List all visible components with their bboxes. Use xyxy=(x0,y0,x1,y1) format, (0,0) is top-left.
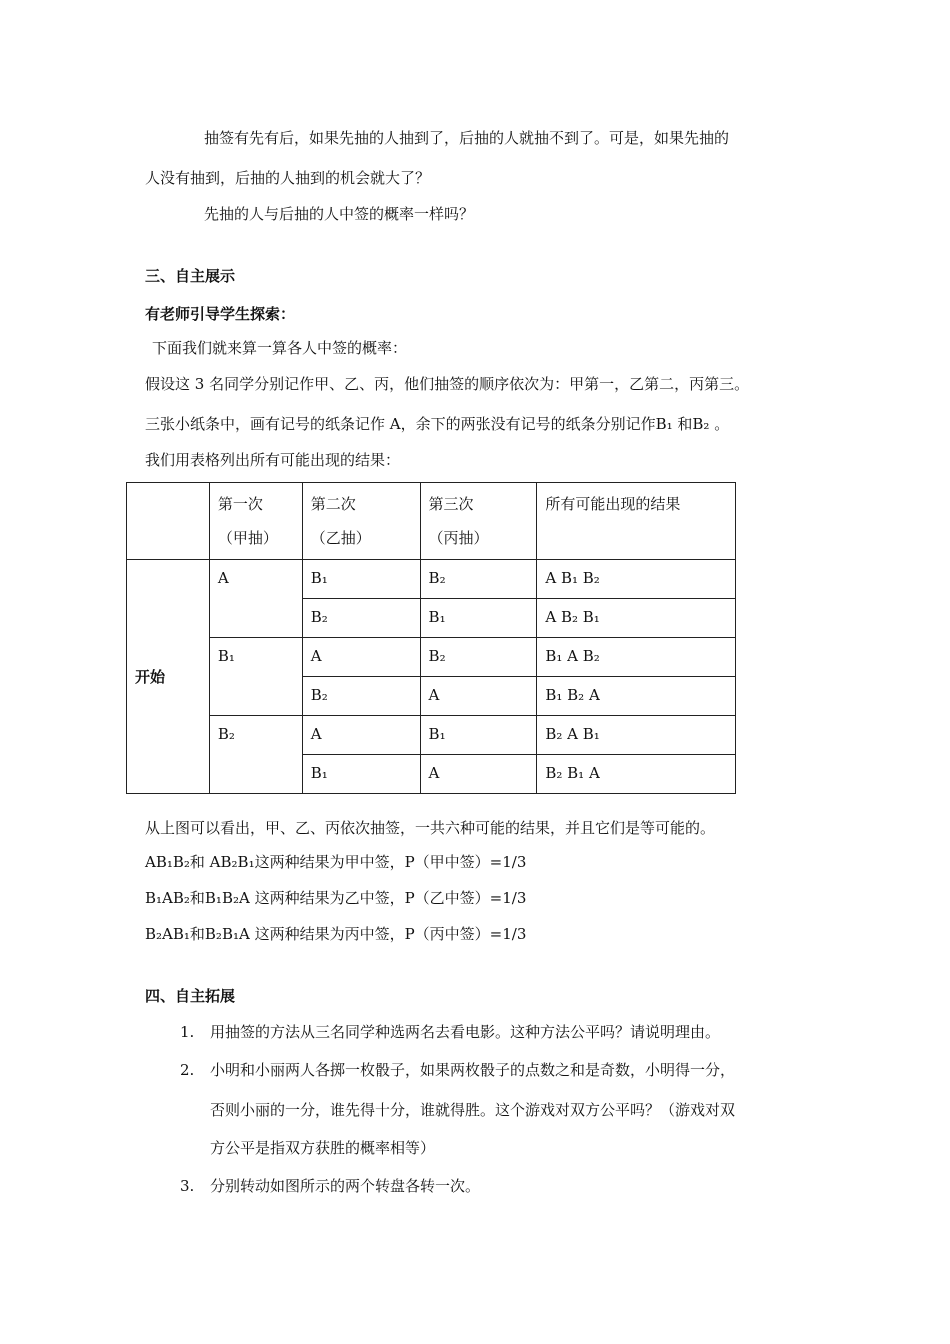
result-cell: B₂ B₁ A xyxy=(537,755,736,794)
second-draw-cell: B₂ xyxy=(302,599,420,638)
list-item xyxy=(180,1176,480,1196)
result-cell: A B₂ B₁ xyxy=(537,599,736,638)
header-sub: （甲抽） xyxy=(217,529,278,547)
third-draw-cell: B₁ xyxy=(420,716,537,755)
second-draw-cell: A xyxy=(302,716,420,755)
first-draw-cell: B₁ xyxy=(209,638,302,716)
item-number: 2. xyxy=(180,1061,195,1079)
first-draw-cell: A xyxy=(209,560,302,638)
section-3-line-4: 我们用表格列出所有可能出现的结果： xyxy=(145,451,401,469)
table-header-third xyxy=(420,483,537,560)
table-header-results xyxy=(537,483,736,560)
second-draw-cell: B₂ xyxy=(302,677,420,716)
item-number: 3. xyxy=(180,1177,195,1195)
result-cell: B₁ A B₂ xyxy=(537,638,736,677)
first-draw-cell: B₂ xyxy=(209,716,302,794)
table-header-row xyxy=(127,483,736,560)
header-label: 所有可能出现的结果 xyxy=(545,495,681,513)
header-label: 第三次 xyxy=(428,495,474,513)
third-draw-cell: B₂ xyxy=(420,638,537,677)
third-draw-cell: A xyxy=(420,755,537,794)
section-3-heading: 三、自主展示 xyxy=(145,267,236,285)
table-header-first xyxy=(209,483,302,560)
table-row xyxy=(127,638,736,677)
intro-paragraph-1-line-1: 抽签有先有后，如果先抽的人抽到了，后抽的人就抽不到了。可是，如果先抽的 xyxy=(204,129,730,147)
section-3-line-3: 三张小纸条中，画有记号的纸条记作 A，余下的两张没有记号的纸条分别记作B₁ 和B₂ 。 xyxy=(145,415,730,433)
start-cell: 开始 xyxy=(127,560,210,794)
list-item xyxy=(180,1060,735,1080)
third-draw-cell: B₁ xyxy=(420,599,537,638)
list-item xyxy=(180,1022,720,1042)
table-corner-cell xyxy=(127,483,210,560)
item-text: 否则小丽的一分，谁先得十分，谁就得胜。这个游戏对双方公平吗？（游戏对双 xyxy=(210,1101,736,1119)
conclusion-line-2: AB₁B₂和 AB₂B₁这两种结果为甲中签，P（甲中签）=1/3 xyxy=(145,853,527,871)
header-sub: （乙抽） xyxy=(310,529,371,547)
item-text: 方公平是指双方获胜的概率相等） xyxy=(210,1139,436,1157)
result-cell: B₂ A B₁ xyxy=(537,716,736,755)
item-text: 用抽签的方法从三名同学种选两名去看电影。这种方法公平吗？请说明理由。 xyxy=(210,1023,721,1041)
item-text: 分别转动如图所示的两个转盘各转一次。 xyxy=(210,1177,481,1195)
third-draw-cell: B₂ xyxy=(420,560,537,599)
table-header-second xyxy=(302,483,420,560)
item-number: 1. xyxy=(180,1023,195,1041)
section-3-line-2: 假设这 3 名同学分别记作甲、乙、丙，他们抽签的顺序依次为：甲第一，乙第二，丙第三。 xyxy=(145,375,750,393)
section-4-heading: 四、自主拓展 xyxy=(145,987,236,1005)
third-draw-cell: A xyxy=(420,677,537,716)
conclusion-line-3: B₁AB₂和B₁B₂A 这两种结果为乙中签，P（乙中签）=1/3 xyxy=(145,889,527,907)
second-draw-cell: B₁ xyxy=(302,755,420,794)
header-label: 第一次 xyxy=(217,495,263,513)
conclusion-line-4: B₂AB₁和B₂B₁A 这两种结果为丙中签，P（丙中签）=1/3 xyxy=(145,925,527,943)
table-row xyxy=(127,560,736,599)
second-draw-cell: B₁ xyxy=(302,560,420,599)
outcome-table xyxy=(126,482,736,794)
list-item-continuation xyxy=(180,1138,435,1158)
list-item-continuation xyxy=(180,1100,735,1120)
section-3-line-1: 下面我们就来算一算各人中签的概率： xyxy=(152,339,408,357)
intro-paragraph-1-line-2: 人没有抽到，后抽的人抽到的机会就大了？ xyxy=(145,169,431,187)
item-text: 小明和小丽两人各掷一枚骰子，如果两枚骰子的点数之和是奇数，小明得一分， xyxy=(210,1061,736,1079)
result-cell: B₁ B₂ A xyxy=(537,677,736,716)
header-label: 第二次 xyxy=(310,495,356,513)
second-draw-cell: A xyxy=(302,638,420,677)
conclusion-line-1: 从上图可以看出，甲、乙、丙依次抽签，一共六种可能的结果，并且它们是等可能的。 xyxy=(145,819,716,837)
table-row xyxy=(127,716,736,755)
intro-paragraph-2: 先抽的人与后抽的人中签的概率一样吗？ xyxy=(204,205,475,223)
header-sub: （丙抽） xyxy=(428,529,489,547)
result-cell: A B₁ B₂ xyxy=(537,560,736,599)
section-3-subheading: 有老师引导学生探索： xyxy=(145,305,296,323)
